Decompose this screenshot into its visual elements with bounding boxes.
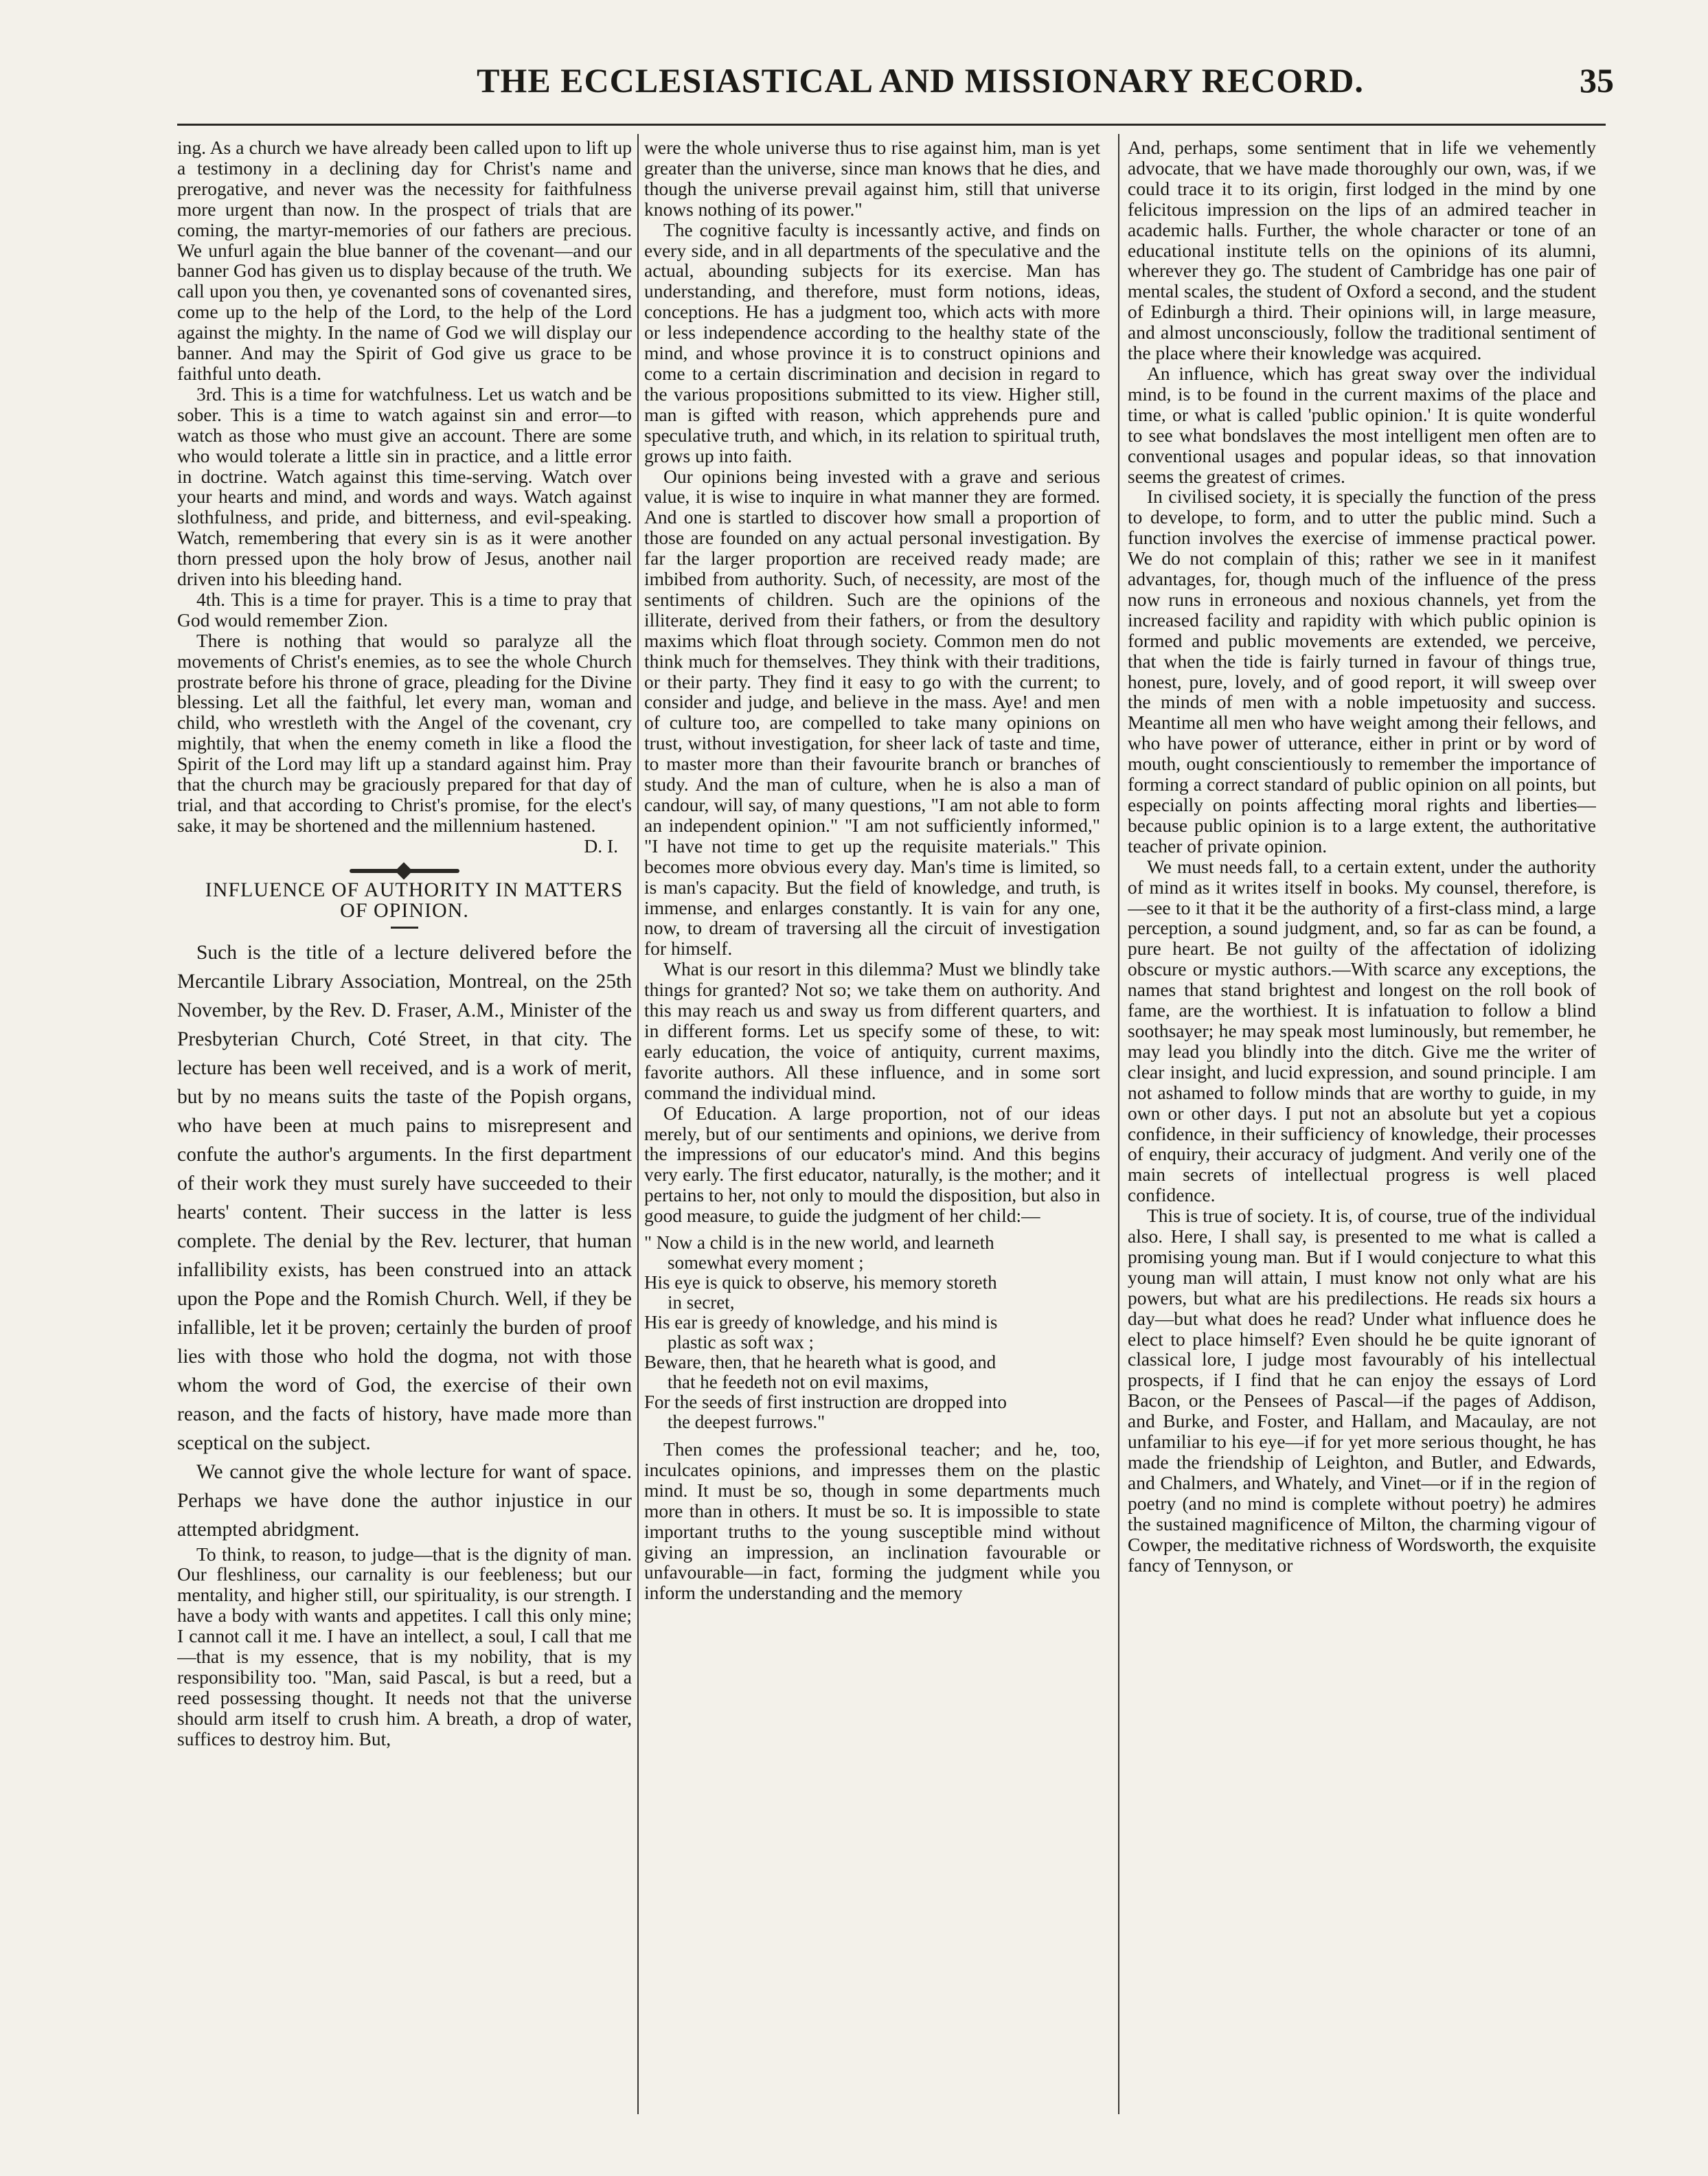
column-divider-1: [637, 134, 639, 2114]
article-heading: INFLUENCE OF AUTHORITY IN MATTERS OF OPINION.: [205, 878, 624, 922]
paragraph: To think, to reason, to judge—that is the dignity of man. Our fleshliness, our carnality is our feebleness; but our mentality, and higher still, our spirituality, is our strength. I have a body with wants and appetites. I call this only mine; I cannot call it me. I have an intellect, a soul, I call that me—that is my essence, that is my nobility, that is my responsibility too. "Man, said Pascal, is but a reed, but a reed possessing thought. It needs not that the universe should arm itself to crush him. A breath, a drop of water, suffices to destroy him. But,: [177, 1543, 632, 1749]
paragraph: Then comes the professional teacher; and he, too, inculcates opinions, and impresses them on the plastic mind. It must be so, though in some departments much more than in others. It must be so. It is impossible to state important truths to the young susceptible mind without giving an impression, an inclination favourable or unfavourable—in fact, forming the judgment while you inform the understanding and the memory: [644, 1438, 1100, 1604]
paragraph: In civilised society, it is specially the function of the press to develope, to form, and to utter the public mind. Such a function involves the exercise of immense practical power. We do not complain of this; rather we see in it manifest advantages, for, though much of the influence of the press now runs in erroneous and noxious channels, yet from the increased facility and rapidity with which public opinion is formed and public movements are extended, we perceive, that when the tide is fairly turned in favour of things true, honest, pure, lovely, and of good report, it will sweep over the minds of men with a noble impetuosity and success. Meantime all men who have weight among their fellows, and who have power of utterance, either in print or by word of mouth, ought conscientiously to remember the importance of forming a correct standard of public opinion on all points, but especially on points affecting moral rights and liberties—because public opinion is to a large extent, the authoritative teacher of private opinion.: [1128, 486, 1596, 857]
paragraph: The cognitive faculty is incessantly active, and finds on every side, and in all departments of the speculative and the actual, abounding subjects for its exercise. Man has understanding, and therefore, must form notions, ideas, conceptions. He has a judgment too, which acts with more or less independence according to the healthy state of the mind, and whose province it is to construct opinions and come to a certain discrimination and decision in regard to the various propositions submitted to its view. Higher still, man is gifted with reason, which apprehends pure and speculative truth, and which, in its relation to spiritual truth, grows up into faith.: [644, 218, 1100, 466]
short-rule: [391, 927, 418, 929]
poem-line: " Now a child is in the new world, and learneth: [644, 1232, 994, 1254]
paragraph: 4th. This is a time for prayer. This is a time to pray that God would remember Zion.: [177, 588, 632, 631]
page-number: 35: [1580, 61, 1614, 100]
paragraph: This is true of society. It is, of course, true of the individual also. Here, I shall say, is presented to me what is called a promising young man. But if I would conjecture to what this young man will attain, I must know not only what are his powers, but what are his predilections. He reads six hours a day—but what does he read? Under what influence does he elect to place himself? Even should he be quite ignorant of classical lore, I judge most favourably of his intellectual prospects, if I find that he can enjoy the essays of Lord Bacon, or the Pensees of Pascal—if the pages of Addison, and Burke, and Foster, and Hallam, and Macaulay, are not unfamiliar to his eye—if for yet more serious thought, he has made the friendship of Leighton, and Butler, and Edwards, and Chalmers, and Whately, and Vinet—or if in the region of poetry (and no mind is complete without poetry) he admires the sustained magnificence of Milton, the charming vigour of Cowper, the meditative richness of Wordsworth, the exquisite fancy of Tennyson, or: [1128, 1205, 1596, 1576]
paragraph: An influence, which has great sway over the individual mind, is to be found in the current maxims of the place and time, or what is called 'public opinion.' It is quite wonderful to see what bondslaves the most intelligent men often are to conventional usages and popular ideas, so that innovation seems the greatest of crimes.: [1128, 362, 1596, 487]
paragraph: We cannot give the whole lecture for want of space. Perhaps we have done the author injustice in our attempted abridgment.: [177, 1460, 632, 1541]
poem-line: plastic as soft wax ;: [668, 1332, 814, 1353]
paragraph: Our opinions being invested with a grave and serious value, it is wise to inquire in what manner they are formed. And one is startled to discover how small a proportion of those are founded on any actual personal investigation. By far the larger proportion are received ready made; are imbibed from authority. Such, of necessity, are most of the sentiments of children. Such are the opinions of the illiterate, derived from their fathers, or from the desultory maxims which float through society. Common men do not think much for themselves. They think with their traditions, or their party. They find it easy to go with the current; to consider and judge, and believe in the mass. Aye! and men of culture too, are compelled to take many opinions on trust, without investigation, for sheer lack of taste and time, to master more than their favourite branch or branches of study. And the man of culture, when he is also a man of candour, will say, of many questions, "I am not able to form an independent opinion." "I am not sufficiently informed," "I have not time to get up the requisite materials." This becomes more obvious every day. Man's time is limited, so is man's capacity. But the field of knowledge, and truth, is immense, and enlarges constantly. It is vain for any one, now, to dream of traversing all the circuit of investigation for himself.: [644, 465, 1100, 960]
ornament-divider: [350, 869, 459, 873]
poem-quote: [644, 1233, 1100, 1432]
column-1: [177, 137, 632, 2121]
paragraph: There is nothing that would so paralyze all the movements of Christ's enemies, as to see the whole Church prostrate before his throne of grace, pleading for the Divine blessing. Let all the faithful, let every man, woman and child, who wrestleth with the Angel of the covenant, cry mightily, that when the enemy cometh in like a flood the Spirit of the Lord may lift up a standard against him. Pray that the church may be graciously prepared for that day of trial, and that according to Christ's promise, for the elect's sake, it may be shortened and the millennium hastened.: [177, 629, 632, 836]
paragraph: What is our resort in this dilemma? Must we blindly take things for granted? Not so; we take them on authority. And this may reach us and sway us from different quarters, and in different forms. Let us specify some of these, to wit: early education, the voice of antiquity, current maxims, favorite authors. All these influence, and in some sort command the individual mind.: [644, 958, 1100, 1103]
column-2: [644, 137, 1100, 2121]
poem-line: that he feedeth not on evil maxims,: [668, 1372, 929, 1393]
paragraph: We must needs fall, to a certain extent, under the authority of mind as it writes itself in books. My counsel, therefore, is—see to it that it be the authority of a first-class mind, a large perception, a sound judgment, and, so far as can be found, a pure heart. Be not guilty of the affectation of idolizing obscure or mystic authors.—With scarce any exceptions, the names that stand brightest and longest on the roll book of fame, are the worthiest. It is infatuation to follow a blind soothsayer; he may speak most luminously, but remember, he may lead you blindly into the ditch. Give me the writer of clear insight, and lucid expression, and sound principle. I am not ashamed to follow minds that are worthy to guide, in my own or other days. I put not an absolute but yet a copious confidence, in their sufficiency of knowledge, their processes of enquiry, their accuracy of judgment. And verily one of the main secrets of intellectual progress is well placed confidence.: [1128, 855, 1596, 1206]
poem-line: in secret,: [668, 1292, 735, 1313]
poem-line: Beware, then, that he heareth what is good, and: [644, 1352, 997, 1373]
paragraph: 3rd. This is a time for watchfulness. Let us watch and be sober. This is a time to watch against sin and error—to watch as those who must give an account. There are some who would tolerate a little sin in practice, and a little error in doctrine. Watch against this time-serving. Watch over your hearts and mind, and words and ways. Watch against slothfulness, and pride, and bitterness, and evil-speaking. Watch, remembering that every sin is as it were another thorn pressed upon the holy brow of Jesus, another nail driven into his bleeding hand.: [177, 383, 632, 590]
paragraph: were the whole universe thus to rise against him, man is yet greater than the universe, since man knows that he dies, and though the universe prevail against him, still that universe knows nothing of its power.": [644, 137, 1100, 220]
paragraph: Such is the title of a lecture delivered before the Mercantile Library Association, Montreal, on the 25th November, by the Rev. D. Fraser, A.M., Minister of the Presbyterian Church, Coté Street, in that city. The lecture has been well received, and is a work of merit, but by no means suits the taste of the Popish organs, who have been at much pains to misrepresent and confute the author's arguments. In the first department of their work they must surely have succeeded to their hearts' content. Their success in the latter is less complete. The denial by the Rev. lecturer, that human infallibility exists, has been construed into an attack upon the Pope and the Romish Church. Well, if they be infallible, let it be proven; certainly the burden of proof lies with those who hold the dogma, not with those whom the word of God, the exercise of their own reason, and the facts of history, have made more than sceptical on the subject.: [177, 941, 632, 1454]
paragraph: ing. As a church we have already been called upon to lift up a testimony in a declining day for Christ's name and prerogative, and never was the necessity for faithfulness more urgent than now. In the prospect of trials that are coming, the martyr-memories of our fathers are precious. We unfurl again the blue banner of the covenant—and our banner God has given us to display because of the truth. We call upon you then, ye covenanted sons of covenanted sires, come up to the help of the Lord, to the help of the Lord against the mighty. In the name of God we will display our banner. And may the Spirit of God give us grace to be faithful unto death.: [177, 137, 632, 384]
poem-line: somewhat every moment ;: [668, 1252, 864, 1273]
column-3: [1128, 137, 1596, 2121]
paragraph: And, perhaps, some sentiment that in life we vehemently advocate, that we have made thoroughly our own, was, if we could trace it to its origin, first lodged in the mind by one felicitous impression on the lips of an admired teacher in academic halls. Further, the whole character or tone of an educational institute tells on the opinions of its alumni, wherever they go. The student of Cambridge has one pair of mental scales, the student of Oxford a second, and the student of Edinburgh a third. Their opinions will, in large measure, and almost unconsciously, follow the traditional sentiment of the place where their knowledge was acquired.: [1128, 137, 1596, 364]
publication-title: THE ECCLESIASTICAL AND MISSIONARY RECORD.: [477, 61, 1364, 100]
signature: D. I.: [584, 835, 618, 857]
page-header: [172, 60, 1614, 115]
poem-line: His eye is quick to observe, his memory storeth: [644, 1272, 997, 1293]
poem-line: For the seeds of first instruction are dropped into: [644, 1392, 1007, 1413]
column-divider-2: [1118, 134, 1119, 2114]
paragraph: Of Education. A large proportion, not of our ideas merely, but of our sentiments and opinions, we derive from the impressions of our educator's mind. And this begins very early. The first educator, naturally, is the mother; and it pertains to her, not only to mould the disposition, but also in good measure, to guide the judgment of her child:—: [644, 1102, 1100, 1227]
poem-line: His ear is greedy of knowledge, and his mind is: [644, 1312, 998, 1333]
poem-line: the deepest furrows.": [668, 1412, 825, 1433]
header-rule: [177, 124, 1606, 126]
